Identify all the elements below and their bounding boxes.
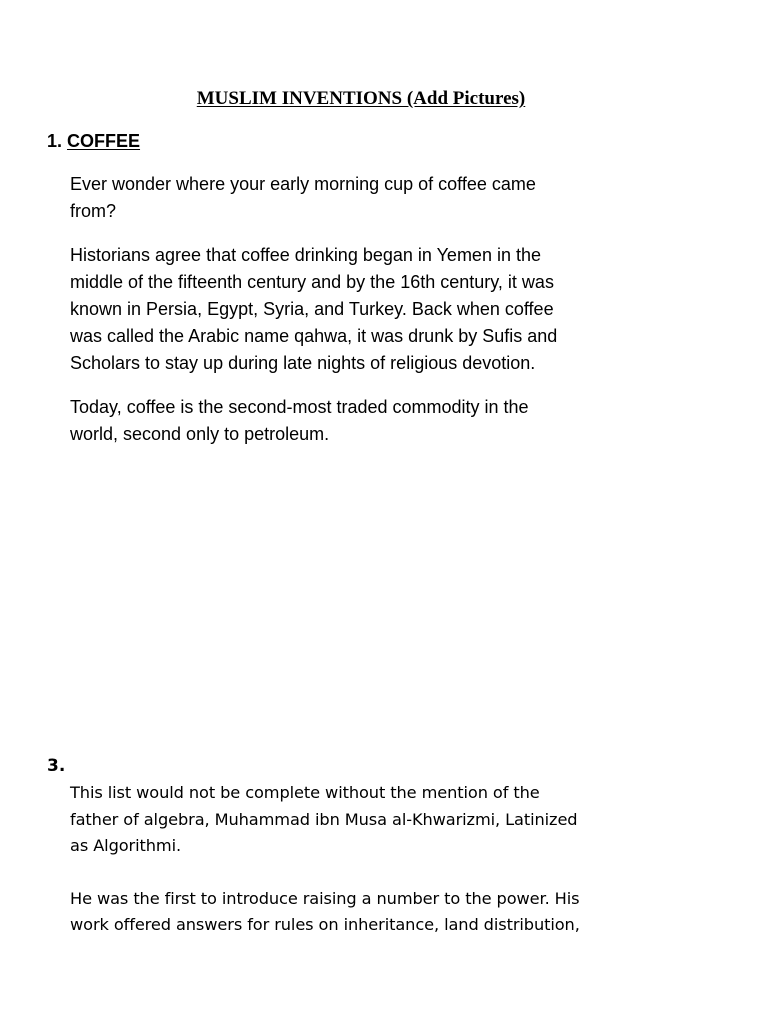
section-3-paragraph-1 bbox=[70, 780, 670, 860]
text-line: father of algebra, Muhammad ibn Musa al-Khwarizmi, Latinized bbox=[70, 809, 578, 829]
section-1-paragraph-3 bbox=[70, 394, 660, 448]
text-line: was called the Arabic name qahwa, it was drunk by Sufis and bbox=[70, 326, 558, 346]
text-line: Today, coffee is the second-most traded commodity in the bbox=[70, 397, 529, 417]
text-line: as Algorithmi. bbox=[70, 836, 182, 855]
text-line: from? bbox=[70, 201, 117, 221]
section-3-paragraph-2 bbox=[70, 886, 670, 939]
text-line: Historians agree that coffee drinking began in Yemen in the bbox=[70, 245, 541, 265]
text-line: world, second only to petroleum. bbox=[70, 424, 330, 444]
section-3-body bbox=[70, 780, 670, 965]
text-line: middle of the fifteenth century and by the 16th century, it was bbox=[70, 272, 554, 292]
section-1-body bbox=[70, 171, 660, 465]
text-line: He was the first to introduce raising a number to the power. His bbox=[70, 888, 580, 908]
text-line: work offered answers for rules on inheritance, land distribution, bbox=[70, 915, 580, 934]
section-1-paragraph-1 bbox=[70, 171, 660, 225]
section-1-title: COFFEE bbox=[67, 131, 141, 151]
text-line: Scholars to stay up during late nights of religious devotion. bbox=[70, 353, 536, 373]
text-line: This list would not be complete without the mention of the bbox=[70, 783, 540, 802]
text-line: known in Persia, Egypt, Syria, and Turkey. Back when coffee bbox=[70, 299, 554, 319]
section-3-number: 3. bbox=[47, 756, 66, 776]
section-1-paragraph-2 bbox=[70, 242, 660, 377]
section-1-number: 1. bbox=[47, 131, 63, 151]
section-1-heading bbox=[47, 131, 140, 152]
document-title: MUSLIM INVENTIONS (Add Pictures) bbox=[196, 88, 526, 109]
text-line: Ever wonder where your early morning cup of coffee came bbox=[70, 174, 536, 194]
